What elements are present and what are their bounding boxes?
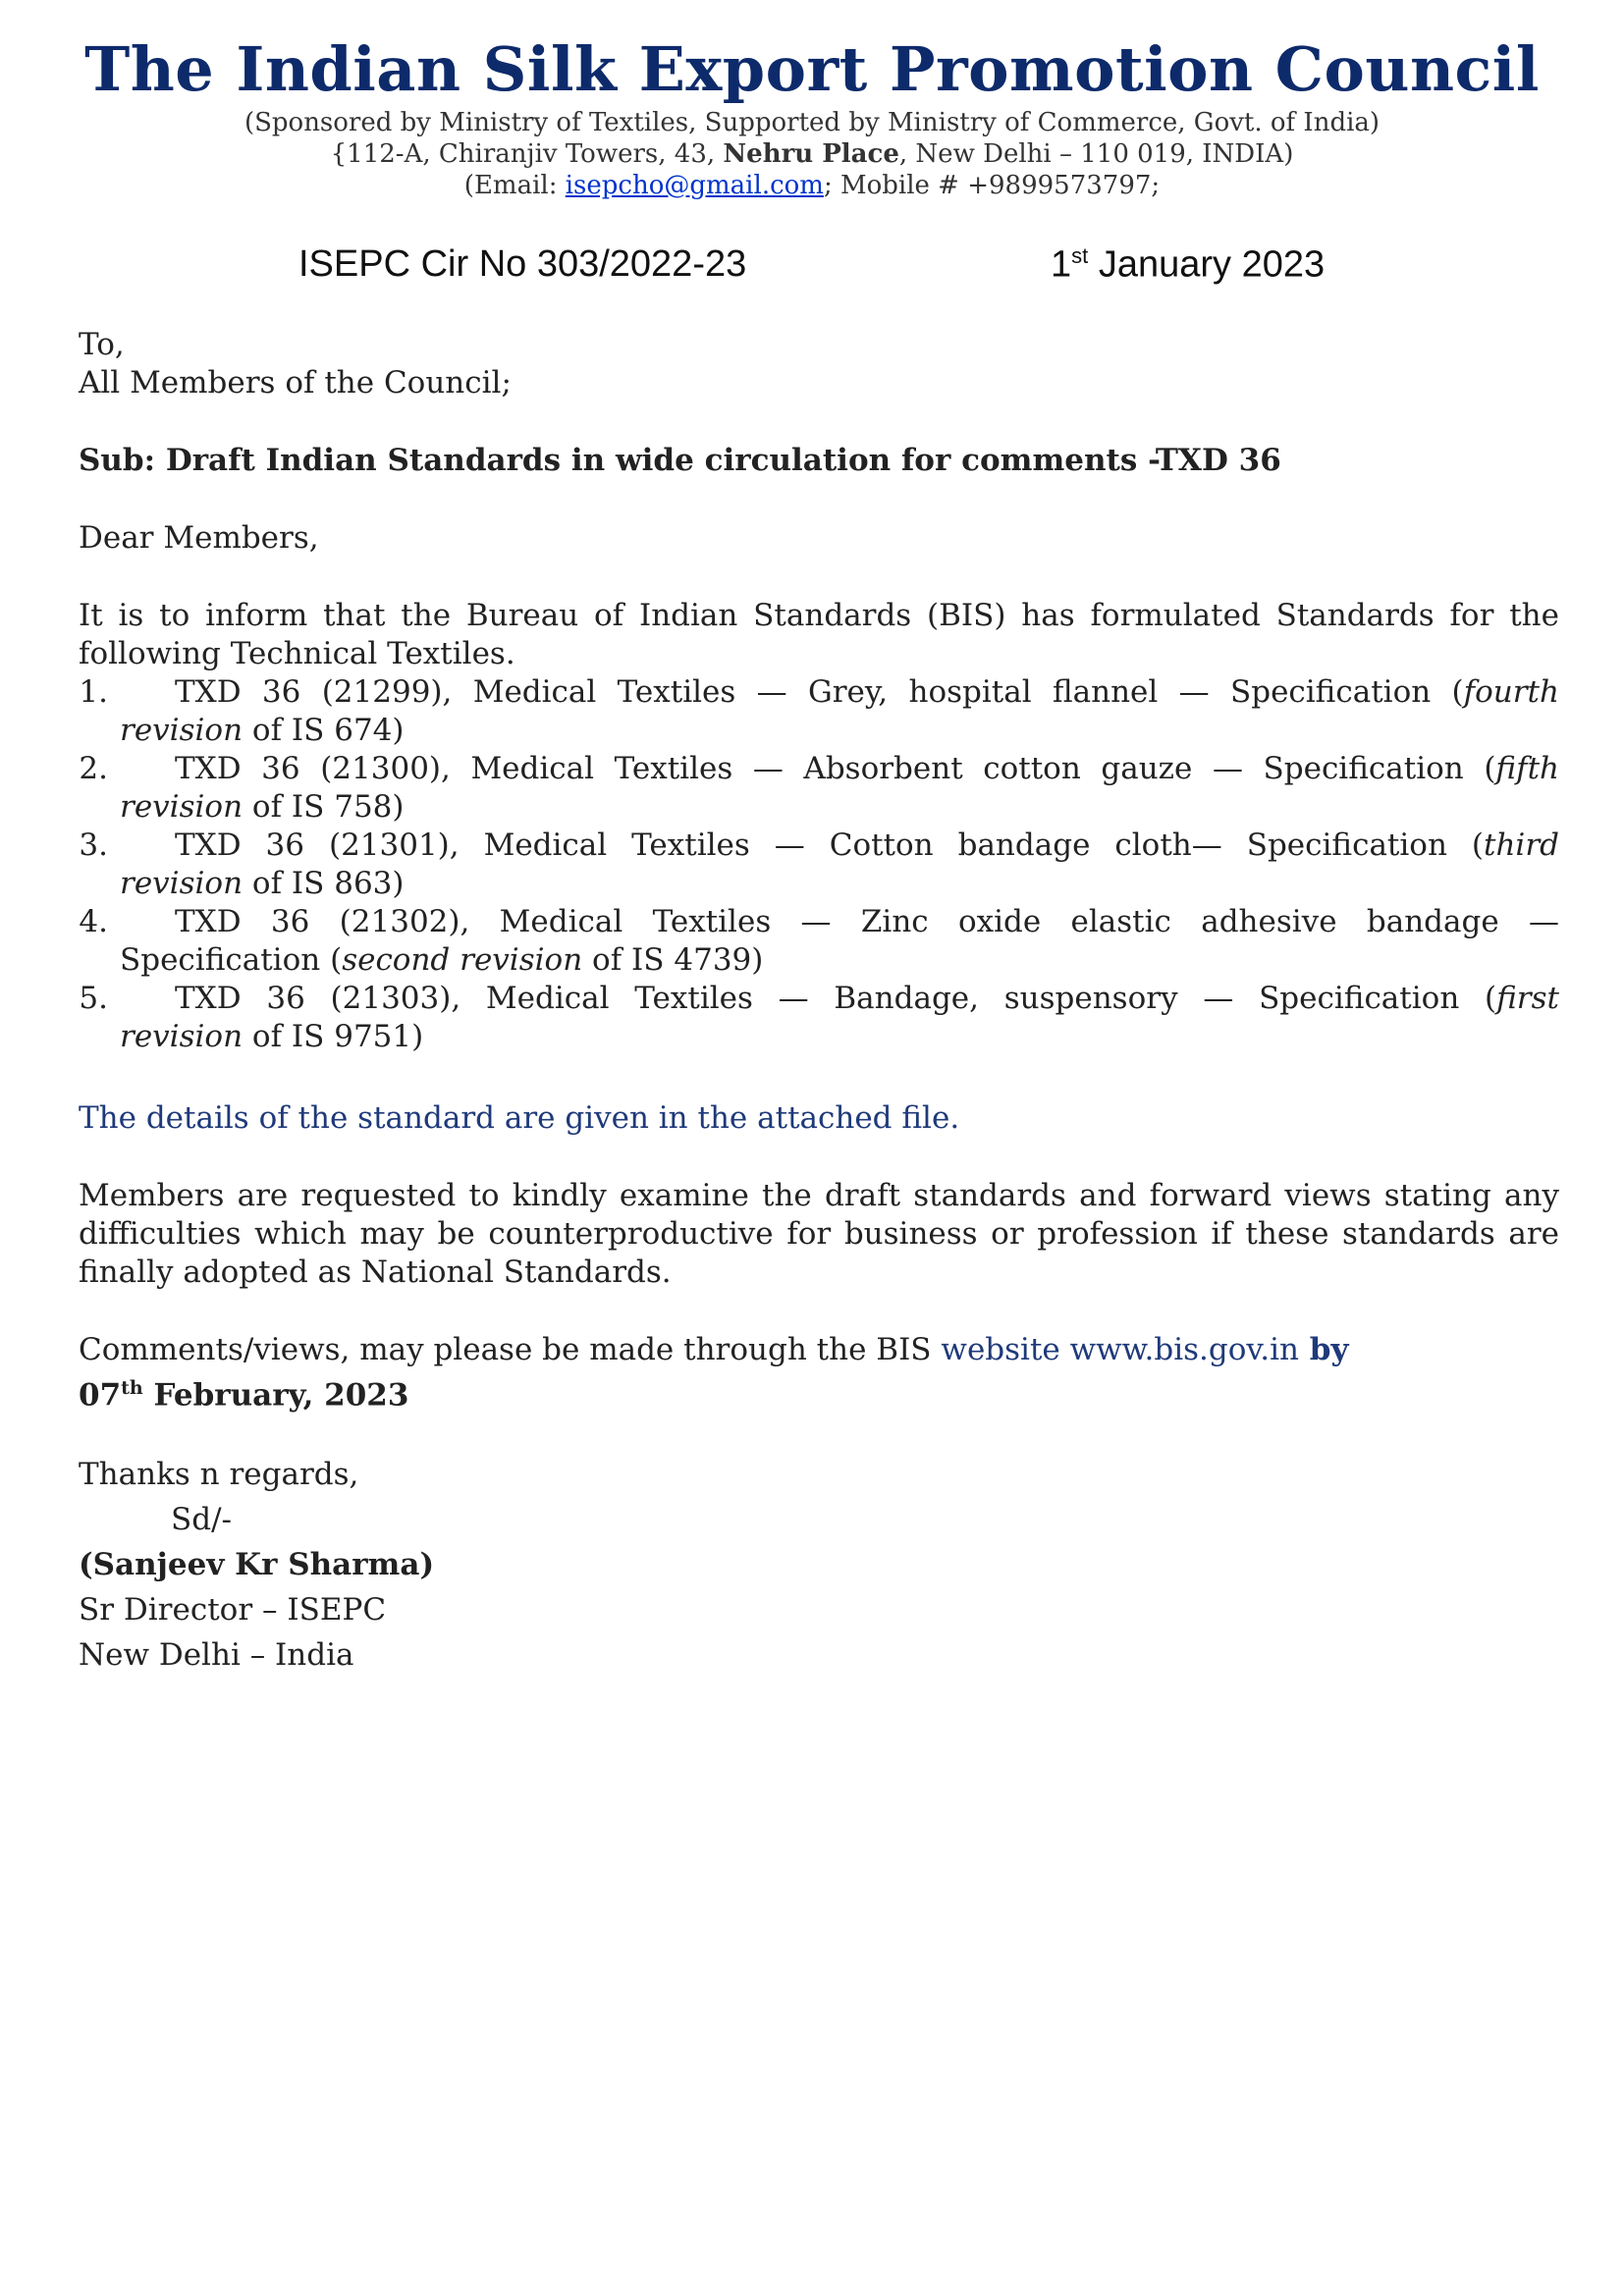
email-prefix: (Email: <box>463 171 566 200</box>
closing-line: Thanks n regards, <box>79 1457 359 1492</box>
revision-word: revision <box>120 789 244 825</box>
standard-tail: of IS 863) <box>243 866 405 901</box>
revision-ordinal: fifth <box>1495 751 1559 786</box>
standard-tail: of IS 9751) <box>243 1019 424 1054</box>
revision-ordinal: first <box>1496 981 1559 1016</box>
list-item <box>79 673 1559 750</box>
standard-continuation: Specification ( <box>120 942 343 978</box>
circular-date <box>1051 243 1325 287</box>
standard-text: TXD 36 (21301), Medical Textiles — Cotton bandage cloth— Specification ( <box>175 828 1484 863</box>
deadline-rest: February, 2023 <box>142 1377 409 1414</box>
date-day: 1 <box>1051 243 1072 286</box>
address-prefix: {112-A, Chiranjiv Towers, 43, <box>330 139 724 169</box>
date-suffix: st <box>1071 243 1089 268</box>
signer-name: (Sanjeev Kr Sharma) <box>79 1547 435 1582</box>
deadline-suffix: th <box>121 1377 143 1399</box>
address-suffix: , New Delhi – 110 019, INDIA) <box>898 139 1294 169</box>
revision-word: revision <box>120 866 244 901</box>
org-name-heading: The Indian Silk Export Promotion Council <box>84 33 1540 105</box>
item-number: 3. <box>79 828 108 863</box>
standard-tail: of IS 674) <box>243 713 405 748</box>
salutation: Dear Members, <box>79 520 319 556</box>
signer-title: Sr Director – ISEPC <box>79 1592 387 1628</box>
standard-text: TXD 36 (21299), Medical Textiles — Grey, hospital flannel — Specification ( <box>175 674 1464 710</box>
circular-number: ISEPC Cir No 303/2022-23 <box>298 243 747 285</box>
subject-line: Sub: Draft Indian Standards in wide circulation for comments -TXD 36 <box>79 443 1281 478</box>
standard-text: TXD 36 (21300), Medical Textiles — Absorbent cotton gauze — Specification ( <box>175 751 1496 786</box>
address-line <box>0 139 1624 169</box>
revision-word: revision <box>120 1019 244 1054</box>
email-link[interactable]: isepcho@gmail.com <box>565 171 824 200</box>
date-rest: January 2023 <box>1088 243 1326 286</box>
bis-website-link[interactable]: website www.bis.gov.in <box>941 1332 1299 1367</box>
standard-tail: of IS 758) <box>243 789 405 825</box>
sponsor-line: (Sponsored by Ministry of Textiles, Supported by Ministry of Commerce, Govt. of India) <box>244 108 1380 137</box>
intro-paragraph: It is to inform that the Bureau of Indian Standards (BIS) has formulated Standards for the following Technical Textiles. <box>79 598 1559 671</box>
deadline-date <box>79 1369 1559 1415</box>
address-bold: Nehru Place <box>723 139 899 169</box>
list-item <box>79 750 1559 827</box>
deadline-day: 07 <box>79 1377 122 1414</box>
standard-text: TXD 36 (21303), Medical Textiles — Bandage, suspensory — Specification ( <box>175 981 1497 1016</box>
item-number: 1. <box>79 674 108 710</box>
standard-text: TXD 36 (21302), Medical Textiles — Zinc oxide elastic adhesive bandage — <box>175 904 1559 939</box>
list-item <box>79 827 1559 903</box>
list-item <box>79 903 1559 980</box>
comments-text: Comments/views, may please be made through the BIS <box>79 1332 942 1367</box>
details-note: The details of the standard are given in the attached file. <box>79 1100 960 1136</box>
revision-word: second revision <box>342 942 583 978</box>
revision-word: revision <box>120 713 244 748</box>
mobile-text: ; Mobile # +9899573797; <box>823 171 1161 200</box>
recipients-line: All Members of the Council; <box>79 365 512 400</box>
comments-by: by <box>1299 1332 1349 1367</box>
revision-ordinal: fourth <box>1463 674 1559 710</box>
contact-line <box>0 171 1624 200</box>
signer-place: New Delhi – India <box>79 1637 354 1673</box>
standards-list <box>79 673 1559 1056</box>
item-number: 5. <box>79 981 108 1016</box>
signature-mark: Sd/- <box>171 1502 232 1537</box>
item-number: 2. <box>79 751 108 786</box>
list-item <box>79 980 1559 1056</box>
request-paragraph: Members are requested to kindly examine the draft standards and forward views stating any difficulties which may be counterproductive for business or profession if these standards are finally adopted as National Standards. <box>79 1178 1559 1290</box>
to-line: To, <box>79 327 125 362</box>
item-number: 4. <box>79 904 108 939</box>
standard-tail: of IS 4739) <box>582 942 764 978</box>
revision-ordinal: third <box>1483 828 1559 863</box>
comments-paragraph <box>79 1331 1559 1369</box>
